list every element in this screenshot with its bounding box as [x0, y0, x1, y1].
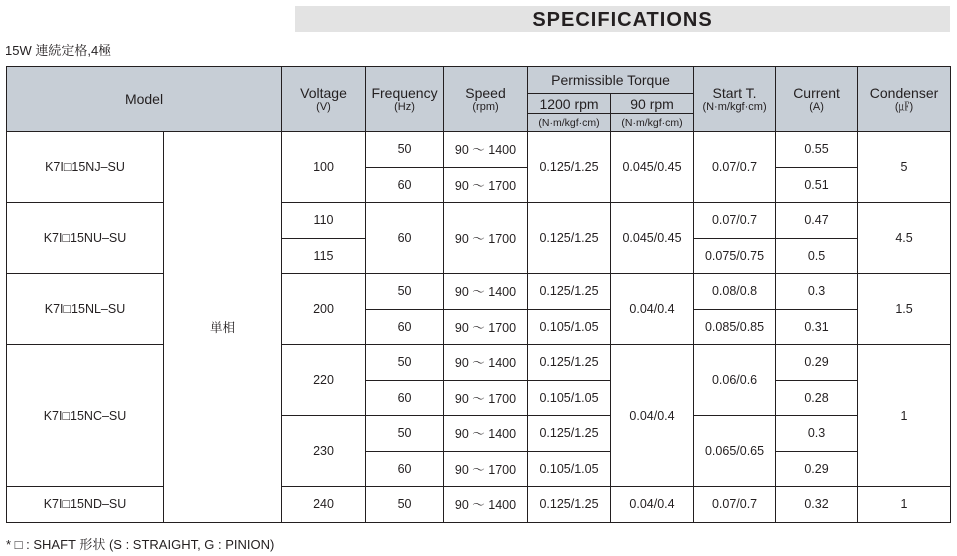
speed-cell: 90 ～ 1400: [444, 487, 528, 523]
speed-cell: 90 ～ 1700: [444, 167, 528, 203]
torque-1200-cell: 0.125/1.25: [528, 132, 611, 203]
start-torque-cell: 0.08/0.8: [694, 274, 776, 310]
header-condenser: [858, 67, 951, 132]
title-bar: [295, 6, 950, 32]
speed-cell: 90 ～ 1400: [444, 416, 528, 452]
frequency-cell: 60: [366, 203, 444, 274]
table-row: [7, 345, 951, 381]
torque-90-cell: 0.04/0.4: [611, 487, 694, 523]
speed-cell: 90 ～ 1400: [444, 274, 528, 310]
speed-cell: 90 ～ 1700: [444, 203, 528, 274]
header-frequency-unit: (Hz): [394, 101, 415, 113]
header-start-torque: [694, 67, 776, 132]
table-row: [7, 132, 951, 168]
current-cell: 0.55: [776, 132, 858, 168]
header-model: Model: [7, 67, 282, 132]
table-row: [7, 487, 951, 523]
torque-90-cell: 0.045/0.45: [611, 132, 694, 203]
torque-90-cell: 0.04/0.4: [611, 274, 694, 345]
condenser-cell: 5: [858, 132, 951, 203]
header-current-unit: (A): [809, 101, 824, 113]
voltage-cell: 115: [282, 238, 366, 274]
torque-90-cell: 0.045/0.45: [611, 203, 694, 274]
torque-1200-cell: 0.105/1.05: [528, 451, 611, 487]
speed-cell: 90 ～ 1700: [444, 309, 528, 345]
frequency-cell: 60: [366, 309, 444, 345]
header-speed: [444, 67, 528, 132]
header-condenser-label: Condenser: [869, 85, 939, 101]
header-speed-label: Speed: [465, 85, 506, 101]
header-voltage-label: Voltage: [300, 85, 347, 101]
speed-cell: 90 ～ 1400: [444, 132, 528, 168]
current-cell: 0.3: [776, 274, 858, 310]
frequency-cell: 50: [366, 487, 444, 523]
current-cell: 0.32: [776, 487, 858, 523]
model-cell: K7I□15ND–SU: [7, 487, 164, 523]
header-speed-unit: (rpm): [472, 101, 499, 113]
torque-1200-cell: 0.125/1.25: [528, 487, 611, 523]
current-cell: 0.29: [776, 345, 858, 381]
table-row: [7, 203, 951, 239]
torque-1200-cell: 0.105/1.05: [528, 380, 611, 416]
start-torque-cell: 0.065/0.65: [694, 416, 776, 487]
torque-1200-cell: 0.125/1.25: [528, 274, 611, 310]
condenser-cell: 1: [858, 487, 951, 523]
phase-cell: 単相: [164, 132, 282, 523]
header-torque-unit-90: (N·m/kgf·cm): [611, 114, 694, 132]
frequency-cell: 60: [366, 451, 444, 487]
current-cell: 0.3: [776, 416, 858, 452]
torque-1200-cell: 0.105/1.05: [528, 309, 611, 345]
start-torque-cell: 0.085/0.85: [694, 309, 776, 345]
condenser-cell: 1.5: [858, 274, 951, 345]
start-torque-cell: 0.07/0.7: [694, 132, 776, 203]
model-cell: K7I□15NL–SU: [7, 274, 164, 345]
current-cell: 0.5: [776, 238, 858, 274]
header-frequency: [366, 67, 444, 132]
header-permissible-torque: Permissible Torque: [528, 67, 694, 94]
frequency-cell: 60: [366, 380, 444, 416]
specifications-table: [6, 66, 951, 523]
frequency-cell: 50: [366, 345, 444, 381]
header-torque-unit-1200: (N·m/kgf·cm): [528, 114, 611, 132]
header-voltage-unit: (V): [316, 101, 331, 113]
model-cell: K7I□15NU–SU: [7, 203, 164, 274]
page-title: SPECIFICATIONS: [532, 9, 713, 31]
voltage-cell: 110: [282, 203, 366, 239]
model-cell: K7I□15NC–SU: [7, 345, 164, 487]
speed-cell: 90 ～ 1700: [444, 451, 528, 487]
current-cell: 0.28: [776, 380, 858, 416]
start-torque-cell: 0.06/0.6: [694, 345, 776, 416]
header-start-t-unit: (N·m/kgf·cm): [702, 101, 767, 113]
frequency-cell: 60: [366, 167, 444, 203]
frequency-cell: 50: [366, 274, 444, 310]
voltage-cell: 240: [282, 487, 366, 523]
condenser-cell: 1: [858, 345, 951, 487]
current-cell: 0.31: [776, 309, 858, 345]
start-torque-cell: 0.075/0.75: [694, 238, 776, 274]
voltage-cell: 100: [282, 132, 366, 203]
header-voltage: [282, 67, 366, 132]
model-cell: K7I□15NJ–SU: [7, 132, 164, 203]
header-start-t-label: Start T.: [712, 85, 757, 101]
speed-cell: 90 ～ 1700: [444, 380, 528, 416]
header-frequency-label: Frequency: [371, 85, 438, 101]
voltage-cell: 200: [282, 274, 366, 345]
table-row: [7, 274, 951, 310]
torque-1200-cell: 0.125/1.25: [528, 345, 611, 381]
torque-90-cell: 0.04/0.4: [611, 345, 694, 487]
header-current: [776, 67, 858, 132]
speed-cell: 90 ～ 1400: [444, 345, 528, 381]
frequency-cell: 50: [366, 416, 444, 452]
footnote: * □ : SHAFT 形状 (S : STRAIGHT, G : PINION): [6, 537, 275, 552]
torque-1200-cell: 0.125/1.25: [528, 416, 611, 452]
start-torque-cell: 0.07/0.7: [694, 203, 776, 239]
voltage-cell: 220: [282, 345, 366, 416]
current-cell: 0.29: [776, 451, 858, 487]
header-condenser-unit: (㎌): [894, 101, 914, 113]
current-cell: 0.47: [776, 203, 858, 239]
header-torque-90: 90 rpm: [611, 94, 694, 114]
voltage-cell: 230: [282, 416, 366, 487]
page-subtitle: 15W 連続定格,4極: [5, 43, 112, 58]
header-current-label: Current: [793, 85, 840, 101]
header-torque-1200: 1200 rpm: [528, 94, 611, 114]
frequency-cell: 50: [366, 132, 444, 168]
torque-1200-cell: 0.125/1.25: [528, 203, 611, 274]
start-torque-cell: 0.07/0.7: [694, 487, 776, 523]
current-cell: 0.51: [776, 167, 858, 203]
condenser-cell: 4.5: [858, 203, 951, 274]
